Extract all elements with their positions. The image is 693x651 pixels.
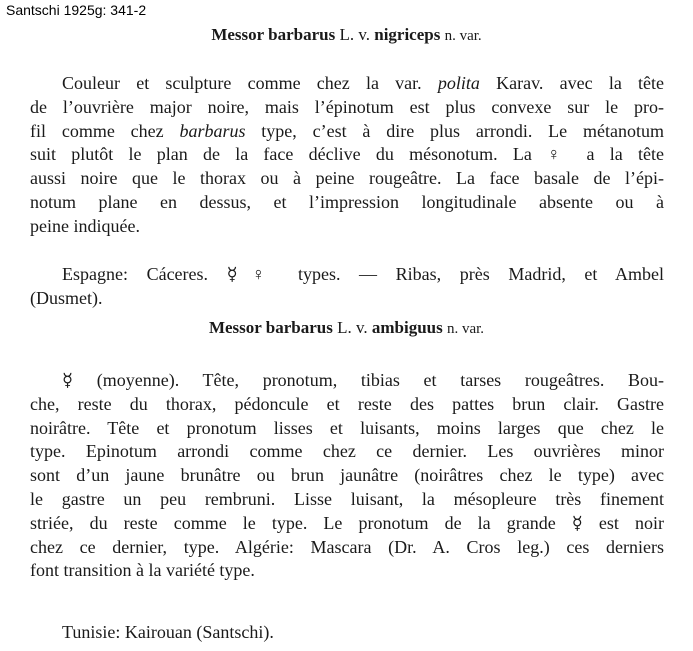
heading-author: L. v. (337, 318, 368, 337)
text-line: suit plutôt le plan de la face déclive du mésonotum. La ♀ a la tête (30, 144, 664, 165)
heading-status: n. var. (446, 321, 485, 337)
text-line: ☿ (moyenne). Tête, pronotum, tibias et tarses rougeâtres. Bou- (62, 370, 664, 390)
description-ambiguus (30, 369, 664, 583)
heading-variety: ambiguus (371, 318, 443, 337)
text-line: le gastre un peu rembruni. Lisse luisant, la mésopleure très finement (30, 488, 664, 509)
heading-genus: Messor barbarus (208, 318, 333, 337)
heading-nigriceps (0, 25, 693, 45)
text-line: Espagne: Cáceres. ☿♀ types. — Ribas, près Madrid, et Ambel (62, 264, 664, 284)
text-line: chez ce dernier, type. Algérie: Mascara (Dr. A. Cros leg.) ces derniers (30, 536, 664, 557)
heading-ambiguus (0, 318, 693, 338)
text-line: Tunisie: Kairouan (Santschi). (62, 622, 274, 642)
description-nigriceps (30, 72, 664, 239)
heading-genus: Messor barbarus (211, 25, 336, 44)
text-line: de l’ouvrière major noire, mais l’épinotum est plus convexe sur le pro- (30, 96, 664, 117)
locality-ambiguus (30, 621, 664, 645)
citation-reference: Santschi 1925g: 341-2 (6, 2, 147, 18)
text-line: Couleur et sculpture comme chez la var. polita Karav. avec la tête (62, 73, 664, 93)
text-line: noirâtre. Tête et pronotum lisses et luisants, moins larges que chez le (30, 417, 664, 438)
text-line: peine indiquée. (30, 215, 140, 236)
text-line: (Dusmet). (30, 287, 103, 308)
text-line: sont d’un jaune brunâtre ou brun jaunâtre (noirâtres chez le type) avec (30, 465, 664, 486)
text-line: striée, du reste comme le type. Le pronotum de la grande ☿ est noir (30, 512, 664, 533)
text-line: fil comme chez barbarus type, c’est à dire plus arrondi. Le métanotum (30, 120, 664, 141)
text-line: type. Epinotum arrondi comme chez ce dernier. Les ouvrières minor (30, 441, 664, 462)
text-line: notum plane en dessus, et l’impression longitudinale absente ou à (30, 191, 664, 212)
heading-variety: nigriceps (374, 25, 441, 44)
heading-author: L. v. (339, 25, 370, 44)
text-line: che, reste du thorax, pédoncule et reste des pattes brun clair. Gastre (30, 393, 664, 414)
text-line: aussi noire que le thorax ou à peine rougeâtre. La face basale de l’épi- (30, 168, 664, 189)
heading-status: n. var. (444, 28, 482, 44)
locality-nigriceps (30, 263, 664, 311)
text-line: font transition à la variété type. (30, 560, 255, 581)
